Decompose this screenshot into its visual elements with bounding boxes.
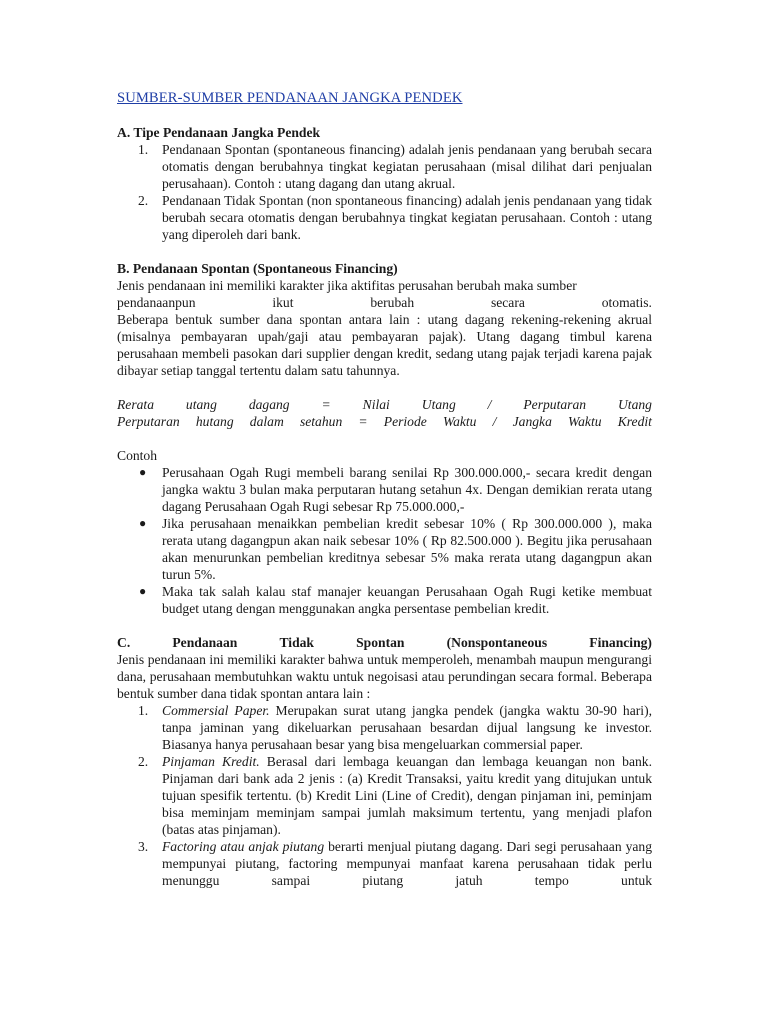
list-item-term: Pinjaman Kredit. — [162, 754, 260, 769]
list-item — [139, 583, 652, 617]
word: Waktu — [443, 414, 477, 429]
word: secara — [490, 295, 525, 310]
list-item-text: Merupakan surat utang jangka pendek (jangka waktu 30-90 hari), tanpa jaminan yang dikeluarkan perusahaan besardan dijual langsung ke investor. Biasanya hanya perusahaan besar yang bisa mengeluarkan commersial paper. — [162, 703, 652, 752]
example-label: Contoh — [117, 448, 158, 463]
word: Rerata — [117, 397, 154, 412]
document-title: SUMBER-SUMBER PENDANAAN JANGKA PENDEK — [117, 90, 463, 106]
list-item-text: Pendanaan Tidak Spontan (non spontaneous financing) adalah jenis pendanaan yang tidak berubah secara otomatis dengan berubahnya tingkat kegiatan perusahaan. Contoh : utang yang diperoleh dari bank. — [162, 193, 652, 242]
list-item — [138, 141, 652, 192]
word: Kredit — [617, 414, 652, 429]
formula-rerata-utang — [117, 396, 652, 413]
section-b-paragraph-line1: Jenis pendanaan ini memiliki karakter jika aktifitas perusahan berubah maka sumber — [117, 278, 577, 293]
word: otomatis. — [601, 295, 652, 310]
section-c-paragraph: Jenis pendanaan ini memiliki karakter bahwa untuk memperoleh, menambah maupun mengurangi dana, perusahaan membutuhkan waktu untuk negoisasi atau perundingan secara formal. Beberapa bentuk sumber dana tidak spontan antara lain : — [117, 652, 652, 701]
word: Perputaran — [523, 397, 587, 412]
list-item-text: Jika perusahaan menaikkan pembelian kredit sebesar 10% ( Rp 300.000.000 ), maka rerata utang dagangpun akan naik sebesar 10% ( Rp 82.500.000 ). Begitu jika perusahaan akan menurunkan pembelian kreditnya sebesar 5% maka rerata utang dagangpun akan turun 5%. — [162, 516, 652, 582]
list-number: 2. — [138, 754, 149, 769]
word: Tidak — [279, 635, 314, 650]
list-item-term: Commersial Paper. — [162, 703, 270, 718]
list-item-text: Pendanaan Spontan (spontaneous financing) adalah jenis pendanaan yang berubah secara otomatis dengan berubahnya tingkat kegiatan perusahaan (misal dilihat dari penjualan perusahaan). Contoh : utang dagang dan utang akrual. — [162, 142, 652, 191]
list-item — [139, 464, 652, 515]
document-content — [117, 82, 652, 889]
list-number: 1. — [138, 142, 149, 157]
word: C. — [117, 635, 131, 650]
word: = — [358, 414, 368, 429]
word: Periode — [383, 414, 427, 429]
list-item-term: Factoring atau anjak piutang — [162, 839, 325, 854]
list-item — [139, 515, 652, 583]
word: dalam — [249, 414, 284, 429]
formula-perputaran-hutang — [117, 413, 652, 430]
list-item — [138, 753, 652, 838]
word: Pendanaan — [172, 635, 238, 650]
word: pendanaanpun — [117, 295, 196, 310]
section-a-heading: A. Tipe Pendanaan Jangka Pendek — [117, 125, 321, 140]
list-number: 3. — [138, 839, 149, 854]
word: Financing) — [589, 635, 652, 650]
list-item-text: Berasal dari lembaga keuangan dan lembaga keuangan non bank. Pinjaman dari bank ada 2 jenis : (a) Kredit Transaksi, yaitu kredit yang ditujukan untuk tujuan spesifik tertentu. (b) Kredit Lini (Line of Credit), dengan pinjaman ini, peminjam bisa meminjam meminjam sampai jumlah maksimum tertentu, yang menjadi plafon (batas atas pinjaman). — [162, 754, 652, 837]
word: / — [487, 397, 492, 412]
word: dagang — [248, 397, 290, 412]
list-item-text: berarti menjual piutang dagang. Dari segi perusahaan yang mempunyai piutang, factoring mempunyai manfaat karena perusahaan tidak perlu menunggu sampai piutang jatuh tempo untuk — [162, 839, 652, 888]
section-b-heading: B. Pendanaan Spontan (Spontaneous Financing) — [117, 261, 398, 276]
list-item-text: Perusahaan Ogah Rugi membeli barang senilai Rp 300.000.000,- secara kredit dengan jangka waktu 3 bulan maka perputaran hutang setahun 4x. Dengan demikian rerata utang dagang Perusahaan Ogah Rugi sebesar Rp 75.000.000,- — [162, 465, 652, 514]
word: setahun — [299, 414, 343, 429]
example-bullet-list — [117, 464, 652, 617]
word: Perputaran — [117, 414, 180, 429]
list-item — [138, 192, 652, 243]
section-a-list — [117, 141, 652, 243]
word: Utang — [617, 397, 652, 412]
section-c-heading — [117, 634, 652, 651]
word: hutang — [195, 414, 234, 429]
section-c-list — [117, 702, 652, 889]
section-b-paragraph-line2 — [117, 294, 652, 311]
word: utang — [185, 397, 217, 412]
word: Nilai — [362, 397, 390, 412]
list-number: 2. — [138, 193, 149, 208]
word: Jangka — [512, 414, 552, 429]
word: / — [492, 414, 497, 429]
word: Utang — [421, 397, 456, 412]
list-item — [138, 702, 652, 753]
bullet-icon: ● — [139, 584, 147, 598]
bullet-icon: ● — [139, 516, 147, 530]
bullet-icon: ● — [139, 465, 147, 479]
word: (Nonspontaneous — [446, 635, 548, 650]
list-item — [138, 838, 652, 889]
section-b-paragraph: Beberapa bentuk sumber dana spontan antara lain : utang dagang rekening-rekening akrual (misalnya pembayaran upah/gaji atau pembayaran pajak). Utang dagang timbul karena perusahaan membeli pasokan dari supplier dengan kredit, sedang utang pajak terjadi karena pajak dibayar setiap tanggal tertentu dalam satu tahunnya. — [117, 312, 652, 378]
word: = — [321, 397, 331, 412]
word: Waktu — [568, 414, 602, 429]
list-number: 1. — [138, 703, 149, 718]
list-item-text: Maka tak salah kalau staf manajer keuangan Perusahaan Ogah Rugi ketike membuat budget utang dengan menggunakan angka persentase pembelian kredit. — [162, 584, 652, 616]
word: Spontan — [356, 635, 405, 650]
word: ikut — [272, 295, 294, 310]
word: berubah — [370, 295, 415, 310]
